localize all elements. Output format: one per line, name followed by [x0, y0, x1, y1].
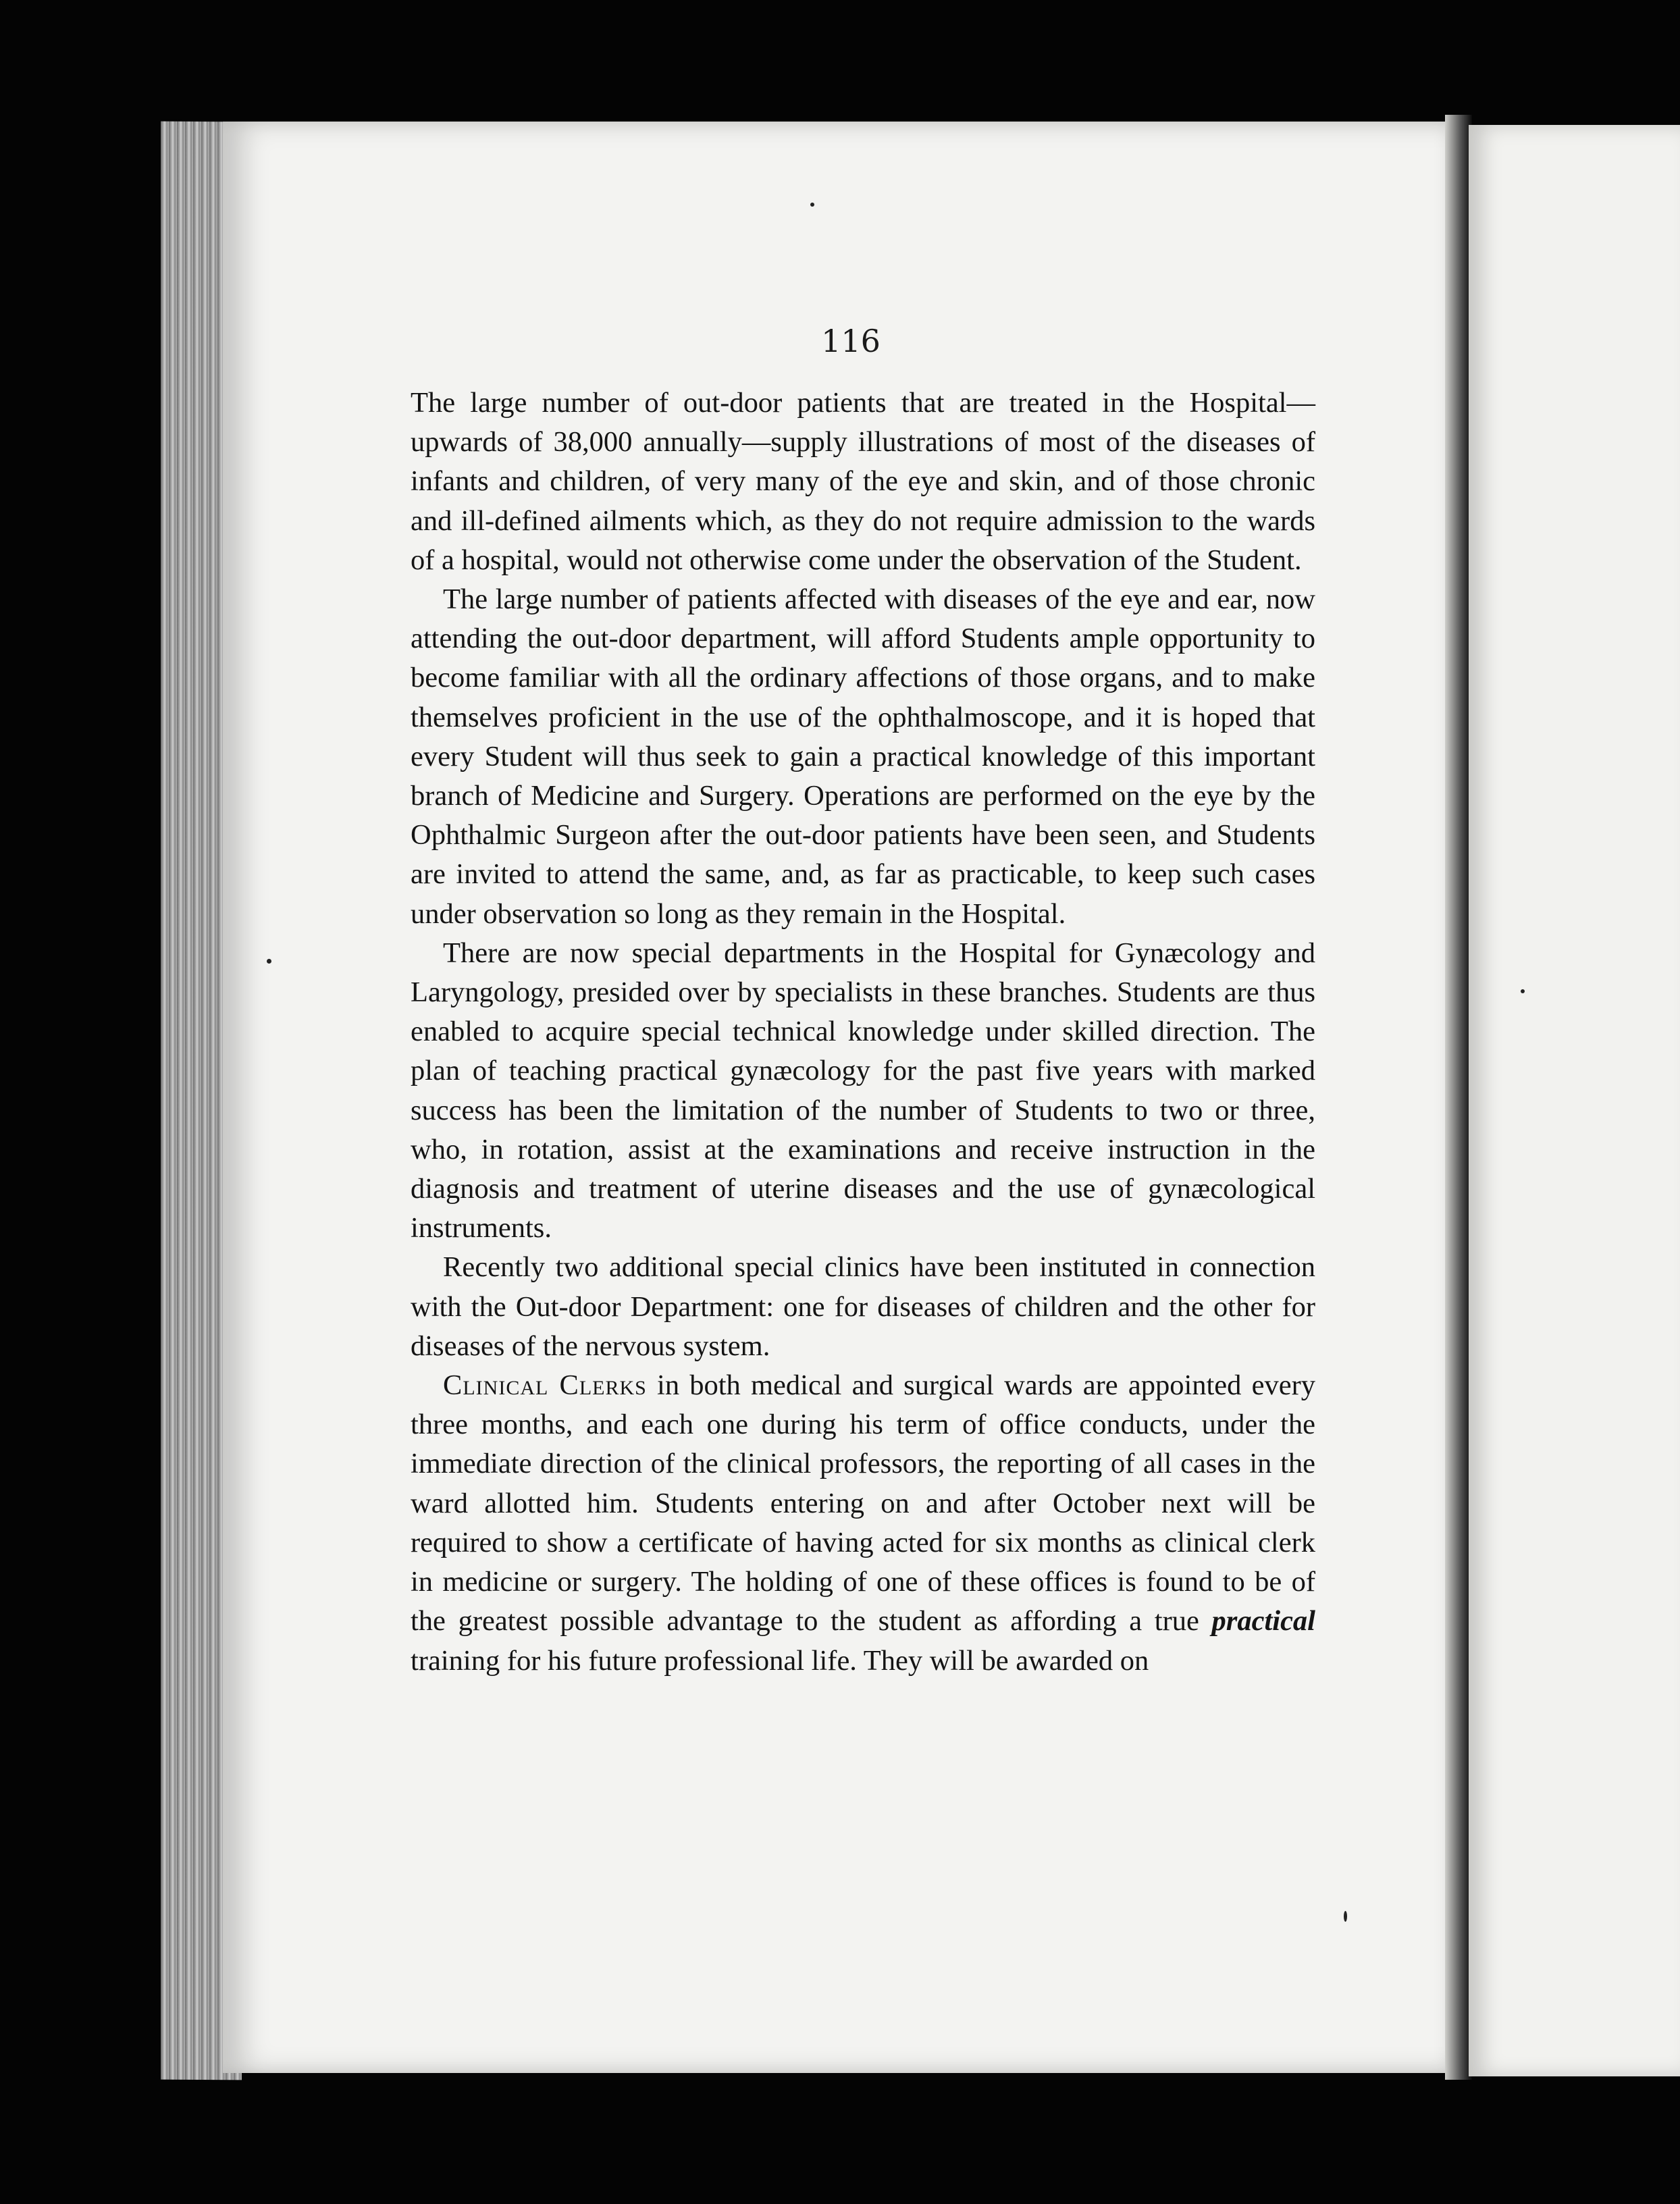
- paragraph-special-departments: There are now special departments in the Hospital for Gynæcology and Laryngology, presided over by specialists in these branches. Students are thus enabled to acquire special technical knowledge under skilled direction. The plan of teaching practical gynæcology for the past five years with marked success has been the limitation of the number of Students to two or three, who, in rotation, assist at the examinations and receive instruction in the diagnosis and treatment of uterine diseases and the use of gynæcological instruments.: [411, 937, 1315, 1244]
- page-number: 116: [821, 323, 881, 359]
- book-gutter: [1445, 115, 1472, 2080]
- clinical-clerks-text-end: training for his future professional life. They will be awarded on: [411, 1644, 1149, 1677]
- practical-emphasis: practical: [1211, 1605, 1315, 1637]
- clinical-clerks-text: in both medical and surgical wards are appointed every three months, and each one during his term of office conducts, under the immediate direction of the clinical professors, the reporting of all cases in the ward allotted him. Students entering on and after October next will be required to show a certificate of having acted for six months as clinical clerk in medicine or surgery. The holding of one of these offices is found to be of the greatest possible advantage to the student as affording a true: [411, 1369, 1315, 1637]
- clinical-clerks-heading: Clinical Clerks: [443, 1369, 647, 1402]
- left-page-body: [411, 384, 1315, 1681]
- paragraph-clinical-clerks: [411, 1366, 1315, 1681]
- paragraph-outdoor-patients: The large number of out-door patients that are treated in the Hospital—upwards of 38,000 annually—supply illustrations of most of the diseases of infants and children, of very many of the eye and skin, and of those chronic and ill-defined ailments which, as they do not require admission to the wards of a hospital, would not otherwise come under the observation of the Student.: [411, 387, 1315, 576]
- right-page: [1469, 125, 1680, 2076]
- paragraph-eye-and-ear: The large number of patients affected with diseases of the eye and ear, now attending the out-door department, will afford Students ample opportunity to become familiar with all the ordinary affections of those organs, and to make themselves proficient in the use of the ophthalmoscope, and it is hoped that every Student will thus seek to gain a practical knowledge of this important branch of Medicine and Surgery. Operations are performed on the eye by the Ophthalmic Surgeon after the out-door patients have been seen, and Students are invited to attend the same, and, as far as practicable, to keep such cases under observation so long as they remain in the Hospital.: [411, 583, 1315, 930]
- scan-speck: [267, 959, 271, 964]
- scan-speck: [1344, 1911, 1347, 1922]
- scan-speck: [810, 203, 814, 207]
- paragraph-special-clinics: Recently two additional special clinics have been instituted in connection with the Out-door Department: one for diseases of children and the other for diseases of the nervous system.: [411, 1251, 1315, 1362]
- scan-speck: [1521, 989, 1525, 993]
